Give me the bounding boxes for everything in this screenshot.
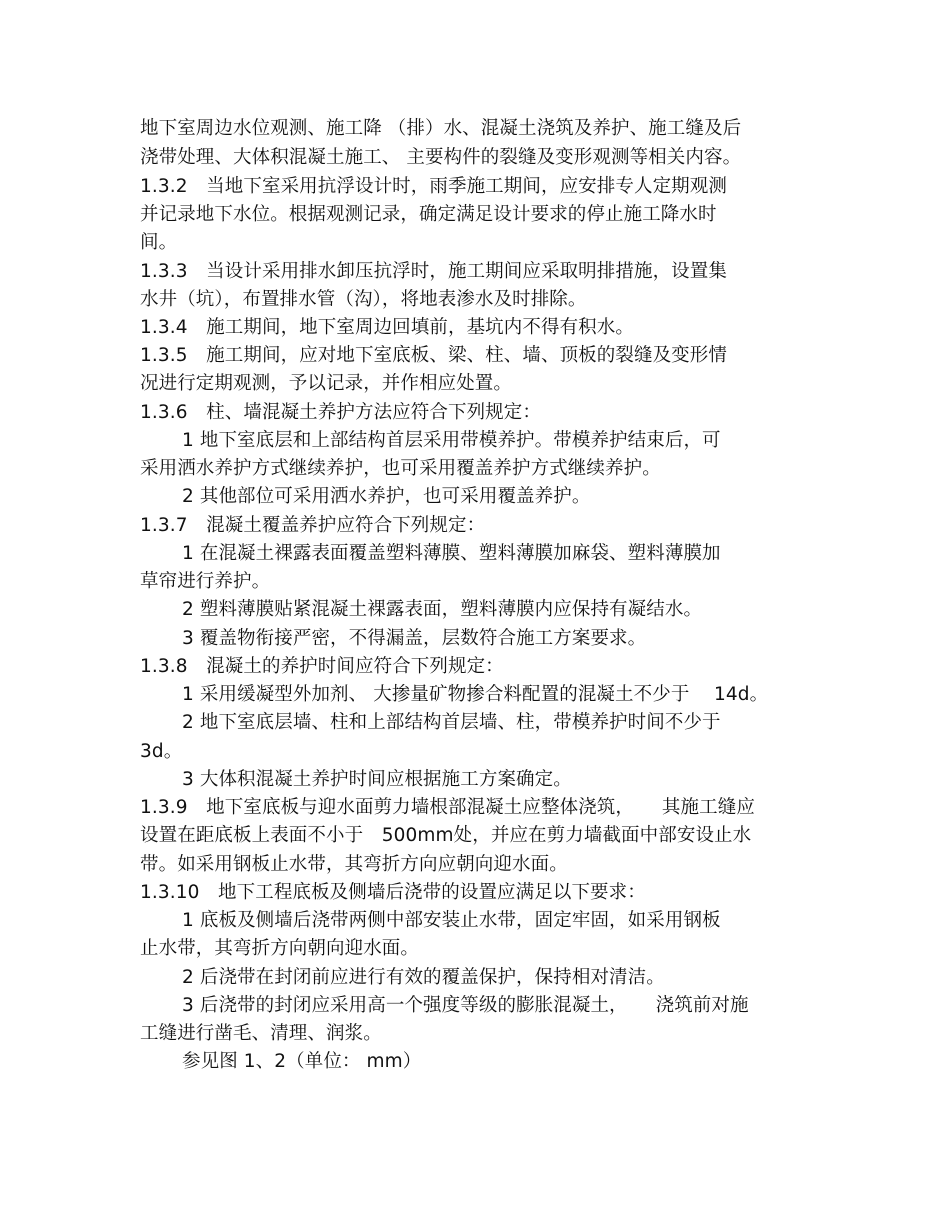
section-1-3-6: 1.3.6 柱、墙混凝土养护方法应符合下列规定： [140, 402, 541, 423]
text-line: 工缝进行凿毛、清理、润浆。 [140, 1023, 382, 1044]
text-line: 况进行定期观测，予以记录，并作相应处置。 [140, 373, 513, 394]
list-item: 2 塑料薄膜贴紧混凝土裸露表面，塑料薄膜内应保持有凝结水。 [182, 599, 703, 620]
text-line: 浇带处理、大体积混凝土施工、 主要构件的裂缝及变形观测等相关内容。 [140, 147, 742, 168]
section-1-3-3: 1.3.3 当设计采用排水卸压抗浮时，施工期间应采取明排措施，设置集 [140, 261, 727, 282]
section-1-3-8: 1.3.8 混凝土的养护时间应符合下列规定： [140, 656, 504, 677]
text-line: 间。 [140, 232, 178, 253]
list-item: 2 其他部位可采用洒水养护，也可采用覆盖养护。 [182, 486, 591, 507]
list-item: 1 在混凝土裸露表面覆盖塑料薄膜、塑料薄膜加麻袋、塑料薄膜加 [182, 543, 721, 564]
text-line: 3d。 [140, 741, 183, 762]
text-line: 地下室周边水位观测、施工降 （排）水、混凝土浇筑及养护、施工缝及后 [140, 118, 742, 139]
text-line: 并记录地下水位。根据观测记录，确定满足设计要求的停止施工降水时 [140, 204, 717, 225]
text-line: 草帘进行养护。 [140, 571, 271, 592]
section-1-3-10: 1.3.10 地下工程底板及侧墙后浇带的设置应满足以下要求： [140, 882, 646, 903]
list-item: 1 底板及侧墙后浇带两侧中部安装止水带，固定牢固，如采用钢板 [182, 910, 721, 931]
text-line: 带。如采用钢板止水带，其弯折方向应朝向迎水面。 [140, 854, 568, 875]
section-1-3-7: 1.3.7 混凝土覆盖养护应符合下列规定： [140, 515, 486, 536]
list-item: 2 地下室底层墙、柱和上部结构首层墙、柱，带模养护时间不少于 [182, 712, 721, 733]
text-line: 止水带，其弯折方向朝向迎水面。 [140, 938, 420, 959]
text-line: 设置在距底板上表面不小于 500mm处，并应在剪力墙截面中部安设止水 [140, 825, 752, 846]
figure-reference: 参见图 1、2（单位： mm） [182, 1051, 422, 1072]
text-line: 采用洒水养护方式继续养护，也可采用覆盖养护方式继续养护。 [140, 458, 661, 479]
section-1-3-5: 1.3.5 施工期间，应对地下室底板、梁、柱、墙、顶板的裂缝及变形情 [140, 345, 727, 366]
text-line: 水井（坑），布置排水管（沟），将地表渗水及时排除。 [140, 289, 587, 310]
section-1-3-4: 1.3.4 施工期间，地下室周边回填前，基坑内不得有积水。 [140, 317, 634, 338]
list-item: 3 大体积混凝土养护时间应根据施工方案确定。 [182, 769, 572, 790]
section-1-3-9: 1.3.9 地下室底板与迎水面剪力墙根部混凝土应整体浇筑， 其施工缝应 [140, 797, 755, 818]
section-1-3-2: 1.3.2 当地下室采用抗浮设计时，雨季施工期间，应安排专人定期观测 [140, 176, 727, 197]
list-item: 3 后浇带的封闭应采用高一个强度等级的膨胀混凝土， 浇筑前对施 [182, 995, 749, 1016]
list-item: 3 覆盖物衔接严密，不得漏盖，层数符合施工方案要求。 [182, 628, 647, 649]
list-item: 1 采用缓凝型外加剂、 大掺量矿物掺合料配置的混凝土不少于 14d。 [182, 684, 769, 705]
list-item: 2 后浇带在封闭前应进行有效的覆盖保护，保持相对清洁。 [182, 967, 665, 988]
list-item: 1 地下室底层和上部结构首层采用带模养护。带模养护结束后，可 [182, 430, 721, 451]
